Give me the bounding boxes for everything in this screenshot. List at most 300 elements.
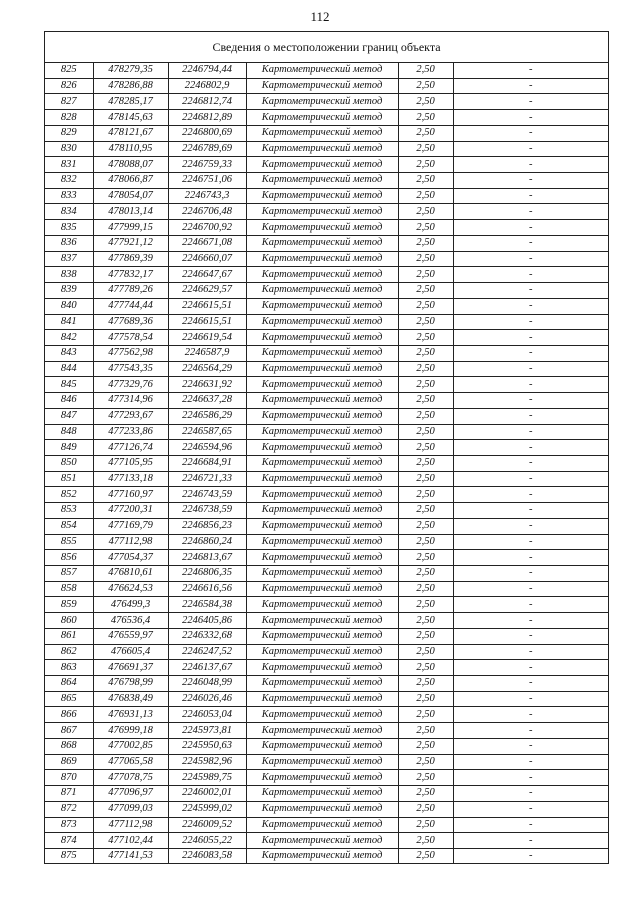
description-cell: -	[453, 361, 608, 377]
x-coordinate-cell: 477789,26	[93, 283, 168, 299]
method-cell: Картометрический метод	[246, 518, 398, 534]
x-coordinate-cell: 478054,07	[93, 188, 168, 204]
accuracy-cell: 2,50	[398, 345, 453, 361]
accuracy-cell: 2,50	[398, 471, 453, 487]
description-cell: -	[453, 566, 608, 582]
accuracy-cell: 2,50	[398, 786, 453, 802]
y-coordinate-cell: 2246587,65	[168, 424, 246, 440]
method-cell: Картометрический метод	[246, 817, 398, 833]
description-cell: -	[453, 817, 608, 833]
y-coordinate-cell: 2246813,67	[168, 550, 246, 566]
x-coordinate-cell: 477869,39	[93, 251, 168, 267]
point-number-cell: 838	[45, 267, 93, 283]
method-cell: Картометрический метод	[246, 345, 398, 361]
x-coordinate-cell: 478066,87	[93, 173, 168, 189]
point-number-cell: 870	[45, 770, 93, 786]
y-coordinate-cell: 2246564,29	[168, 361, 246, 377]
y-coordinate-cell: 2246615,51	[168, 298, 246, 314]
point-number-cell: 829	[45, 125, 93, 141]
x-coordinate-cell: 477293,67	[93, 408, 168, 424]
accuracy-cell: 2,50	[398, 408, 453, 424]
description-cell: -	[453, 676, 608, 692]
method-cell: Картометрический метод	[246, 471, 398, 487]
point-number-cell: 861	[45, 628, 93, 644]
table-row	[45, 487, 608, 503]
description-cell: -	[453, 125, 608, 141]
point-number-cell: 851	[45, 471, 93, 487]
point-number-cell: 868	[45, 738, 93, 754]
y-coordinate-cell: 2246802,9	[168, 78, 246, 94]
accuracy-cell: 2,50	[398, 707, 453, 723]
x-coordinate-cell: 477065,58	[93, 754, 168, 770]
table-row	[45, 408, 608, 424]
x-coordinate-cell: 477233,86	[93, 424, 168, 440]
point-number-cell: 869	[45, 754, 93, 770]
description-cell: -	[453, 110, 608, 126]
y-coordinate-cell: 2245989,75	[168, 770, 246, 786]
method-cell: Картометрический метод	[246, 848, 398, 863]
table-row	[45, 660, 608, 676]
table-row	[45, 440, 608, 456]
table-row	[45, 110, 608, 126]
method-cell: Картометрический метод	[246, 408, 398, 424]
table-row	[45, 833, 608, 849]
accuracy-cell: 2,50	[398, 566, 453, 582]
x-coordinate-cell: 477562,98	[93, 345, 168, 361]
accuracy-cell: 2,50	[398, 110, 453, 126]
y-coordinate-cell: 2246856,23	[168, 518, 246, 534]
method-cell: Картометрический метод	[246, 298, 398, 314]
y-coordinate-cell: 2246806,35	[168, 566, 246, 582]
x-coordinate-cell: 477329,76	[93, 377, 168, 393]
table-row	[45, 345, 608, 361]
point-number-cell: 873	[45, 817, 93, 833]
description-cell: -	[453, 833, 608, 849]
x-coordinate-cell: 477078,75	[93, 770, 168, 786]
table-row	[45, 691, 608, 707]
method-cell: Картометрический метод	[246, 235, 398, 251]
description-cell: -	[453, 345, 608, 361]
description-cell: -	[453, 251, 608, 267]
description-cell: -	[453, 235, 608, 251]
description-cell: -	[453, 173, 608, 189]
x-coordinate-cell: 476691,37	[93, 660, 168, 676]
point-number-cell: 842	[45, 330, 93, 346]
accuracy-cell: 2,50	[398, 691, 453, 707]
method-cell: Картометрический метод	[246, 707, 398, 723]
point-number-cell: 875	[45, 848, 93, 863]
description-cell: -	[453, 94, 608, 110]
method-cell: Картометрический метод	[246, 141, 398, 157]
description-cell: -	[453, 63, 608, 78]
point-number-cell: 855	[45, 534, 93, 550]
table-row	[45, 173, 608, 189]
description-cell: -	[453, 220, 608, 236]
y-coordinate-cell: 2246586,29	[168, 408, 246, 424]
x-coordinate-cell: 477200,31	[93, 503, 168, 519]
accuracy-cell: 2,50	[398, 660, 453, 676]
accuracy-cell: 2,50	[398, 78, 453, 94]
x-coordinate-cell: 477543,35	[93, 361, 168, 377]
description-cell: -	[453, 408, 608, 424]
x-coordinate-cell: 476810,61	[93, 566, 168, 582]
accuracy-cell: 2,50	[398, 424, 453, 440]
table-row	[45, 817, 608, 833]
table-row	[45, 393, 608, 409]
y-coordinate-cell: 2246751,06	[168, 173, 246, 189]
point-number-cell: 836	[45, 235, 93, 251]
table-row	[45, 63, 608, 78]
y-coordinate-cell: 2246812,89	[168, 110, 246, 126]
x-coordinate-cell: 477054,37	[93, 550, 168, 566]
accuracy-cell: 2,50	[398, 503, 453, 519]
table-row	[45, 298, 608, 314]
method-cell: Картометрический метод	[246, 644, 398, 660]
accuracy-cell: 2,50	[398, 283, 453, 299]
x-coordinate-cell: 478013,14	[93, 204, 168, 220]
method-cell: Картометрический метод	[246, 801, 398, 817]
table-row	[45, 628, 608, 644]
description-cell: -	[453, 330, 608, 346]
table-row	[45, 566, 608, 582]
accuracy-cell: 2,50	[398, 63, 453, 78]
description-cell: -	[453, 157, 608, 173]
y-coordinate-cell: 2246026,46	[168, 691, 246, 707]
description-cell: -	[453, 691, 608, 707]
y-coordinate-cell: 2246660,07	[168, 251, 246, 267]
x-coordinate-cell: 476624,53	[93, 581, 168, 597]
accuracy-cell: 2,50	[398, 770, 453, 786]
description-cell: -	[453, 424, 608, 440]
method-cell: Картометрический метод	[246, 361, 398, 377]
table-row	[45, 78, 608, 94]
x-coordinate-cell: 477578,54	[93, 330, 168, 346]
table-row	[45, 754, 608, 770]
description-cell: -	[453, 660, 608, 676]
description-cell: -	[453, 770, 608, 786]
point-number-cell: 860	[45, 613, 93, 629]
method-cell: Картометрический метод	[246, 786, 398, 802]
accuracy-cell: 2,50	[398, 833, 453, 849]
point-number-cell: 854	[45, 518, 93, 534]
description-cell: -	[453, 644, 608, 660]
table-row	[45, 251, 608, 267]
y-coordinate-cell: 2246048,99	[168, 676, 246, 692]
y-coordinate-cell: 2246055,22	[168, 833, 246, 849]
table-row	[45, 707, 608, 723]
point-number-cell: 826	[45, 78, 93, 94]
method-cell: Картометрический метод	[246, 78, 398, 94]
description-cell: -	[453, 848, 608, 863]
table-row	[45, 503, 608, 519]
point-number-cell: 831	[45, 157, 93, 173]
table-row	[45, 235, 608, 251]
description-cell: -	[453, 550, 608, 566]
table-row	[45, 330, 608, 346]
description-cell: -	[453, 707, 608, 723]
y-coordinate-cell: 2246137,67	[168, 660, 246, 676]
y-coordinate-cell: 2246743,59	[168, 487, 246, 503]
x-coordinate-cell: 477169,79	[93, 518, 168, 534]
y-coordinate-cell: 2246405,86	[168, 613, 246, 629]
x-coordinate-cell: 478121,67	[93, 125, 168, 141]
y-coordinate-cell: 2245999,02	[168, 801, 246, 817]
method-cell: Картометрический метод	[246, 110, 398, 126]
x-coordinate-cell: 477099,03	[93, 801, 168, 817]
point-number-cell: 863	[45, 660, 93, 676]
x-coordinate-cell: 477112,98	[93, 817, 168, 833]
accuracy-cell: 2,50	[398, 314, 453, 330]
y-coordinate-cell: 2245973,81	[168, 723, 246, 739]
x-coordinate-cell: 477160,97	[93, 487, 168, 503]
point-number-cell: 849	[45, 440, 93, 456]
table-row	[45, 424, 608, 440]
accuracy-cell: 2,50	[398, 628, 453, 644]
y-coordinate-cell: 2246587,9	[168, 345, 246, 361]
accuracy-cell: 2,50	[398, 534, 453, 550]
point-number-cell: 858	[45, 581, 93, 597]
coordinates-table	[45, 63, 608, 864]
point-number-cell: 834	[45, 204, 93, 220]
description-cell: -	[453, 471, 608, 487]
accuracy-cell: 2,50	[398, 361, 453, 377]
x-coordinate-cell: 477744,44	[93, 298, 168, 314]
method-cell: Картометрический метод	[246, 833, 398, 849]
y-coordinate-cell: 2246053,04	[168, 707, 246, 723]
table-row	[45, 786, 608, 802]
accuracy-cell: 2,50	[398, 455, 453, 471]
y-coordinate-cell: 2246706,48	[168, 204, 246, 220]
description-cell: -	[453, 723, 608, 739]
x-coordinate-cell: 478145,63	[93, 110, 168, 126]
description-cell: -	[453, 78, 608, 94]
point-number-cell: 867	[45, 723, 93, 739]
description-cell: -	[453, 455, 608, 471]
x-coordinate-cell: 476499,3	[93, 597, 168, 613]
point-number-cell: 852	[45, 487, 93, 503]
point-number-cell: 853	[45, 503, 93, 519]
point-number-cell: 837	[45, 251, 93, 267]
method-cell: Картометрический метод	[246, 613, 398, 629]
y-coordinate-cell: 2246629,57	[168, 283, 246, 299]
table-row	[45, 770, 608, 786]
x-coordinate-cell: 476605,4	[93, 644, 168, 660]
y-coordinate-cell: 2246721,33	[168, 471, 246, 487]
accuracy-cell: 2,50	[398, 330, 453, 346]
accuracy-cell: 2,50	[398, 487, 453, 503]
y-coordinate-cell: 2246789,69	[168, 141, 246, 157]
accuracy-cell: 2,50	[398, 141, 453, 157]
table-row	[45, 471, 608, 487]
y-coordinate-cell: 2246800,69	[168, 125, 246, 141]
point-number-cell: 825	[45, 63, 93, 78]
x-coordinate-cell: 477999,15	[93, 220, 168, 236]
method-cell: Картометрический метод	[246, 125, 398, 141]
point-number-cell: 839	[45, 283, 93, 299]
point-number-cell: 871	[45, 786, 93, 802]
y-coordinate-cell: 2246631,92	[168, 377, 246, 393]
table-row	[45, 283, 608, 299]
accuracy-cell: 2,50	[398, 267, 453, 283]
description-cell: -	[453, 283, 608, 299]
y-coordinate-cell: 2246009,52	[168, 817, 246, 833]
point-number-cell: 874	[45, 833, 93, 849]
accuracy-cell: 2,50	[398, 251, 453, 267]
description-cell: -	[453, 518, 608, 534]
x-coordinate-cell: 476999,18	[93, 723, 168, 739]
accuracy-cell: 2,50	[398, 235, 453, 251]
method-cell: Картометрический метод	[246, 220, 398, 236]
accuracy-cell: 2,50	[398, 173, 453, 189]
accuracy-cell: 2,50	[398, 613, 453, 629]
accuracy-cell: 2,50	[398, 644, 453, 660]
point-number-cell: 843	[45, 345, 93, 361]
point-number-cell: 845	[45, 377, 93, 393]
accuracy-cell: 2,50	[398, 377, 453, 393]
method-cell: Картометрический метод	[246, 487, 398, 503]
point-number-cell: 865	[45, 691, 93, 707]
description-cell: -	[453, 738, 608, 754]
point-number-cell: 850	[45, 455, 93, 471]
point-number-cell: 827	[45, 94, 93, 110]
table-row	[45, 738, 608, 754]
y-coordinate-cell: 2246860,24	[168, 534, 246, 550]
description-cell: -	[453, 597, 608, 613]
x-coordinate-cell: 477689,36	[93, 314, 168, 330]
boundary-table	[44, 31, 609, 864]
accuracy-cell: 2,50	[398, 676, 453, 692]
method-cell: Картометрический метод	[246, 173, 398, 189]
method-cell: Картометрический метод	[246, 581, 398, 597]
x-coordinate-cell: 477314,96	[93, 393, 168, 409]
accuracy-cell: 2,50	[398, 94, 453, 110]
x-coordinate-cell: 477002,85	[93, 738, 168, 754]
accuracy-cell: 2,50	[398, 597, 453, 613]
table-row	[45, 644, 608, 660]
table-row	[45, 125, 608, 141]
x-coordinate-cell: 477141,53	[93, 848, 168, 863]
accuracy-cell: 2,50	[398, 581, 453, 597]
accuracy-cell: 2,50	[398, 723, 453, 739]
accuracy-cell: 2,50	[398, 848, 453, 863]
point-number-cell: 840	[45, 298, 93, 314]
y-coordinate-cell: 2246615,51	[168, 314, 246, 330]
y-coordinate-cell: 2246616,56	[168, 581, 246, 597]
y-coordinate-cell: 2246794,44	[168, 63, 246, 78]
x-coordinate-cell: 477921,12	[93, 235, 168, 251]
point-number-cell: 859	[45, 597, 93, 613]
accuracy-cell: 2,50	[398, 220, 453, 236]
x-coordinate-cell: 478088,07	[93, 157, 168, 173]
table-row	[45, 455, 608, 471]
x-coordinate-cell: 477133,18	[93, 471, 168, 487]
method-cell: Картометрический метод	[246, 157, 398, 173]
method-cell: Картометрический метод	[246, 204, 398, 220]
y-coordinate-cell: 2246637,28	[168, 393, 246, 409]
description-cell: -	[453, 314, 608, 330]
accuracy-cell: 2,50	[398, 754, 453, 770]
x-coordinate-cell: 478110,95	[93, 141, 168, 157]
description-cell: -	[453, 754, 608, 770]
accuracy-cell: 2,50	[398, 298, 453, 314]
method-cell: Картометрический метод	[246, 738, 398, 754]
method-cell: Картометрический метод	[246, 314, 398, 330]
accuracy-cell: 2,50	[398, 204, 453, 220]
y-coordinate-cell: 2246247,52	[168, 644, 246, 660]
description-cell: -	[453, 534, 608, 550]
x-coordinate-cell: 477126,74	[93, 440, 168, 456]
method-cell: Картометрический метод	[246, 691, 398, 707]
y-coordinate-cell: 2246738,59	[168, 503, 246, 519]
table-row	[45, 188, 608, 204]
y-coordinate-cell: 2246584,38	[168, 597, 246, 613]
table-row	[45, 94, 608, 110]
page-number: 112	[310, 9, 330, 24]
table-row	[45, 518, 608, 534]
table-row	[45, 361, 608, 377]
description-cell: -	[453, 628, 608, 644]
description-cell: -	[453, 267, 608, 283]
point-number-cell: 864	[45, 676, 93, 692]
description-cell: -	[453, 503, 608, 519]
description-cell: -	[453, 377, 608, 393]
x-coordinate-cell: 478279,35	[93, 63, 168, 78]
y-coordinate-cell: 2246083,58	[168, 848, 246, 863]
point-number-cell: 835	[45, 220, 93, 236]
table-row	[45, 157, 608, 173]
x-coordinate-cell: 477112,98	[93, 534, 168, 550]
method-cell: Картометрический метод	[246, 503, 398, 519]
method-cell: Картометрический метод	[246, 660, 398, 676]
x-coordinate-cell: 477102,44	[93, 833, 168, 849]
y-coordinate-cell: 2246743,3	[168, 188, 246, 204]
method-cell: Картометрический метод	[246, 267, 398, 283]
x-coordinate-cell: 477096,97	[93, 786, 168, 802]
table-row	[45, 597, 608, 613]
method-cell: Картометрический метод	[246, 188, 398, 204]
description-cell: -	[453, 613, 608, 629]
y-coordinate-cell: 2245950,63	[168, 738, 246, 754]
x-coordinate-cell: 476559,97	[93, 628, 168, 644]
method-cell: Картометрический метод	[246, 393, 398, 409]
accuracy-cell: 2,50	[398, 550, 453, 566]
y-coordinate-cell: 2246812,74	[168, 94, 246, 110]
point-number-cell: 857	[45, 566, 93, 582]
table-row	[45, 141, 608, 157]
point-number-cell: 847	[45, 408, 93, 424]
accuracy-cell: 2,50	[398, 518, 453, 534]
y-coordinate-cell: 2246594,96	[168, 440, 246, 456]
point-number-cell: 866	[45, 707, 93, 723]
method-cell: Картометрический метод	[246, 534, 398, 550]
description-cell: -	[453, 801, 608, 817]
description-cell: -	[453, 440, 608, 456]
y-coordinate-cell: 2246332,68	[168, 628, 246, 644]
point-number-cell: 872	[45, 801, 93, 817]
description-cell: -	[453, 188, 608, 204]
x-coordinate-cell: 477832,17	[93, 267, 168, 283]
method-cell: Картометрический метод	[246, 283, 398, 299]
x-coordinate-cell: 476931,13	[93, 707, 168, 723]
accuracy-cell: 2,50	[398, 801, 453, 817]
y-coordinate-cell: 2246671,08	[168, 235, 246, 251]
x-coordinate-cell: 476838,49	[93, 691, 168, 707]
y-coordinate-cell: 2246002,01	[168, 786, 246, 802]
table-row	[45, 220, 608, 236]
description-cell: -	[453, 786, 608, 802]
method-cell: Картометрический метод	[246, 754, 398, 770]
point-number-cell: 848	[45, 424, 93, 440]
